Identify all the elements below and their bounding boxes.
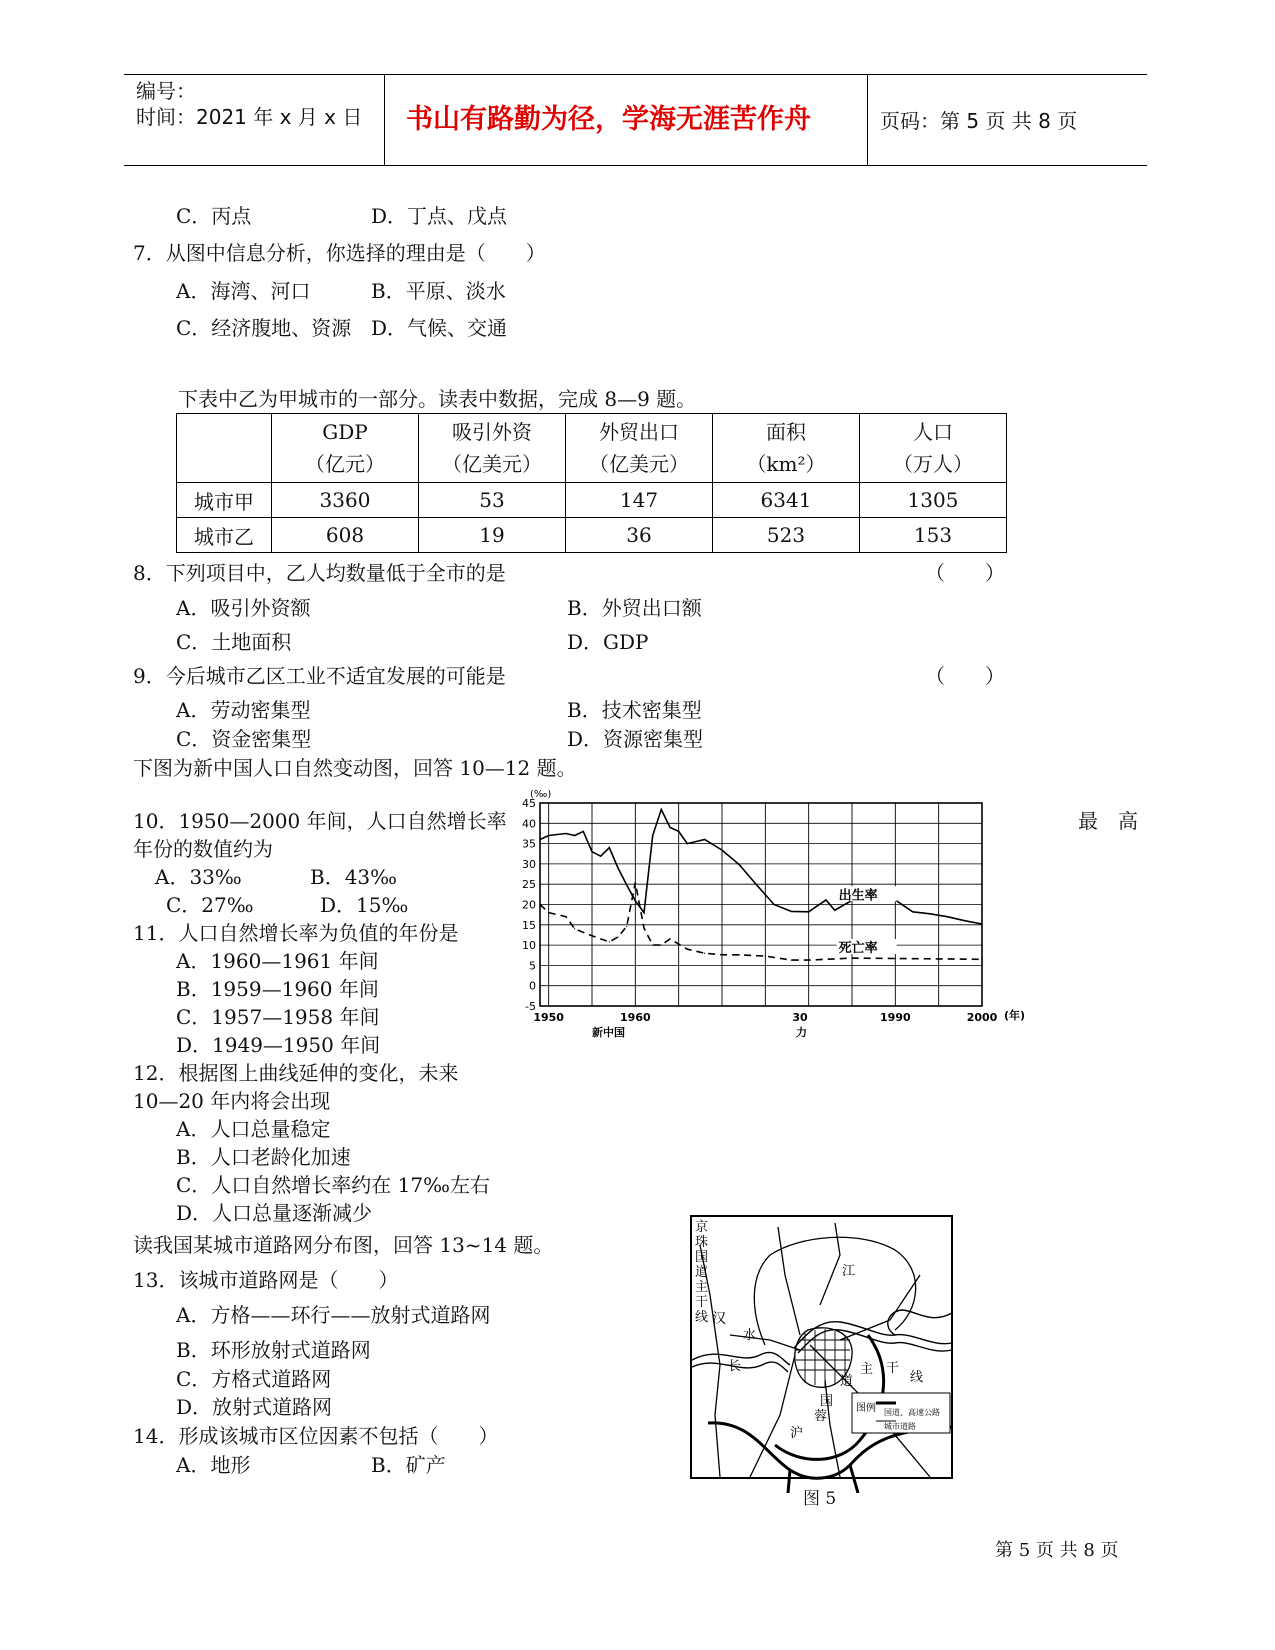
chart-ytick-label: 25 [522, 878, 536, 892]
q13-stem: 13．该城市道路网是（ ） [133, 1268, 399, 1292]
chart-xlabel: (年) [1004, 1009, 1026, 1022]
death-rate-point [635, 882, 636, 883]
q14-stem: 14．形成该城市区位因素不包括（ ） [133, 1424, 499, 1448]
death-rate-point [981, 959, 982, 960]
q11-option-c: C．1957—1958 年间 [176, 1005, 380, 1029]
q10-option-d: D．15‰ [320, 893, 409, 917]
chart-xtick-label: 1960 [620, 1011, 651, 1024]
birth-rate-point [643, 912, 644, 913]
death-rate-point [539, 904, 540, 905]
q10-stem-line1: 10．1950—2000 年间，人口自然增长率 [133, 809, 507, 833]
header-divider-right [867, 74, 868, 166]
q9-option-d: D．资源密集型 [567, 727, 704, 751]
header-time-label: 时间：2021 年 x 月 x 日 [136, 105, 363, 129]
chart-ytick-label: 30 [522, 857, 536, 871]
q10-option-b: B．43‰ [310, 865, 397, 889]
death-rate-point [851, 957, 852, 958]
death-rate-line [540, 883, 982, 961]
header-bottom-rule [124, 165, 1147, 166]
death-rate-point [609, 941, 610, 942]
q14-option-b: B．矿产 [371, 1453, 446, 1477]
table-corner-cell [177, 414, 272, 483]
q9-option-b: B．技术密集型 [567, 698, 702, 722]
map-vertical-label-char: 京 [695, 1220, 709, 1235]
table-row-label: 城市甲 [177, 483, 272, 518]
chart-ytick-label: 35 [522, 837, 536, 851]
chart-ytick-label: 40 [522, 817, 536, 831]
birth-rate-point [808, 911, 809, 912]
death-rate-point [661, 945, 662, 946]
birth-rate-point [669, 827, 670, 828]
death-rate-label: 死亡率 [838, 941, 878, 957]
death-rate-point [669, 938, 670, 939]
birth-rate-point [739, 864, 740, 865]
q8-bracket: （ ） [925, 561, 1005, 585]
header-divider-left [384, 74, 385, 166]
birth-rate-point [947, 916, 948, 917]
chart-xtick-label: 1950 [533, 1011, 564, 1024]
birth-rate-point [773, 904, 774, 905]
chart-ytick-label: 45 [522, 797, 536, 810]
birth-rate-point [609, 847, 610, 848]
q7-option-d: D．气候、交通 [371, 316, 508, 340]
table-intro: 下表中乙为甲城市的一部分。读表中数据，完成 8—9 题。 [178, 387, 697, 411]
q12-option-a: A．人口总量稳定 [176, 1117, 331, 1141]
q8-option-d: D．GDP [567, 630, 649, 654]
header-motto: 书山有路勤为径，学海无涯苦作舟 [406, 104, 811, 135]
chart-xtick-label: 1990 [880, 1011, 911, 1024]
map-label-hu: 沪 [790, 1426, 804, 1441]
q10-stem-line2: 年份的数值约为 [133, 837, 273, 861]
q10-option-a: A．33‰ [155, 865, 242, 889]
table-cell: 6341 [713, 483, 860, 518]
birth-rate-point [626, 884, 627, 885]
birth-rate-point [652, 835, 653, 836]
map-intro: 读我国某城市道路网分布图，回答 13~14 题。 [133, 1233, 554, 1257]
birth-rate-point [825, 899, 826, 900]
header-number-label: 编号： [136, 79, 196, 103]
map-label-han: 汉 [712, 1311, 726, 1327]
birth-rate-point [981, 923, 982, 924]
map-label-shui: 水 [743, 1328, 757, 1343]
table-cell: 608 [272, 518, 419, 553]
chart-bottom-caption-2: 力 [796, 1026, 807, 1039]
chart-ytick-label: 20 [522, 898, 536, 912]
birth-rate-point [583, 831, 584, 832]
birth-rate-point [600, 856, 601, 857]
death-rate-point [574, 928, 575, 929]
q8-option-b: B．外贸出口额 [567, 596, 702, 620]
birth-rate-point [635, 900, 636, 901]
chart-ytick-label: 15 [522, 918, 536, 932]
q12-stem-line2: 10—20 年内将会出现 [133, 1089, 331, 1113]
header-top-rule [124, 74, 1147, 75]
legend-item-highway: 国道、高速公路 [884, 1408, 940, 1417]
chart-ytick-label: 5 [529, 959, 536, 973]
header-page-label: 页码：第 5 页 共 8 页 [880, 109, 1078, 133]
q13-option-d: D．放射式道路网 [176, 1395, 333, 1419]
chart-xtick-label: 2000 [966, 1011, 998, 1024]
table-header-export: 外贸出口 （亿美元） [566, 414, 713, 483]
birth-rate-point [574, 835, 575, 836]
data-table [176, 413, 1007, 553]
map-label-gan: 干 [886, 1361, 900, 1376]
map-vertical-label-char: 线 [695, 1310, 709, 1325]
table-row [177, 518, 1007, 553]
chart-xtick-label: 30 [792, 1011, 808, 1024]
q7-option-c: C．经济腹地、资源 [176, 316, 352, 340]
map-label-rong: 蓉 [814, 1409, 828, 1424]
q7-option-b: B．平原、淡水 [371, 279, 506, 303]
table-cell: 36 [566, 518, 713, 553]
map-label-dao: 道 [840, 1374, 854, 1389]
death-rate-point [721, 954, 722, 955]
q8-option-a: A．吸引外资额 [176, 596, 311, 620]
table-cell: 1305 [860, 483, 1007, 518]
q14-option-a: A．地形 [176, 1453, 251, 1477]
death-rate-point [643, 927, 644, 928]
q6-option-d: D．丁点、戊点 [371, 204, 508, 228]
q12-stem-line1: 12．根据图上曲线延伸的变化，未来 [133, 1061, 459, 1085]
q10-option-c: C．27‰ [166, 893, 254, 917]
birth-rate-label: 出生率 [838, 888, 878, 904]
q11-option-b: B．1959—1960 年间 [176, 977, 379, 1001]
birth-rate-point [704, 839, 705, 840]
table-header-area: 面积 （km²） [713, 414, 860, 483]
birth-rate-point [617, 867, 618, 868]
chart-ylabel: (‰) [530, 790, 552, 800]
birth-rate-point [834, 910, 835, 911]
q13-option-a: A．方格——环行——放射式道路网 [176, 1303, 491, 1327]
map-vertical-route-label [695, 1219, 708, 1325]
q10-stem-tail: 最 高 [1078, 809, 1138, 833]
table-header-foreign-investment: 吸引外资 （亿美元） [419, 414, 566, 483]
birth-rate-point [678, 831, 679, 832]
q9-stem: 9．今后城市乙区工业不适宜发展的可能是 [133, 664, 506, 688]
death-rate-point [739, 954, 740, 955]
map-legend [852, 1393, 950, 1433]
death-rate-point [626, 926, 627, 927]
q11-stem: 11．人口自然增长率为负值的年份是 [133, 921, 459, 945]
table-cell: 523 [713, 518, 860, 553]
birth-rate-point [687, 843, 688, 844]
q13-option-c: C．方格式道路网 [176, 1367, 332, 1391]
chart-bottom-caption: 新中国 [592, 1026, 625, 1039]
birth-rate-point [721, 849, 722, 850]
birth-rate-point [791, 911, 792, 912]
q9-option-c: C．资金密集型 [176, 727, 312, 751]
table-row-label: 城市乙 [177, 518, 272, 553]
q6-option-c: C．丙点 [176, 204, 252, 228]
map-label-chang: 长 [728, 1359, 742, 1374]
city-road-map [690, 1215, 954, 1493]
map-label-zhu: 主 [860, 1362, 874, 1377]
death-rate-point [565, 916, 566, 917]
q11-option-d: D．1949—1950 年间 [176, 1033, 381, 1057]
chart-ytick-label: 10 [522, 939, 536, 953]
table-header-gdp: GDP （亿元） [272, 414, 419, 483]
death-rate-point [652, 945, 653, 946]
map-frame [691, 1216, 952, 1478]
birth-rate-point [539, 839, 540, 840]
map-caption: 图 5 [803, 1489, 837, 1509]
death-rate-point [791, 960, 792, 961]
table-cell: 19 [419, 518, 566, 553]
map-vertical-label-char: 道 [695, 1265, 709, 1280]
q12-option-d: D．人口总量逐渐减少 [176, 1201, 373, 1225]
death-rate-point [938, 958, 939, 959]
death-rate-point [617, 936, 618, 937]
map-vertical-label-char: 珠 [695, 1235, 709, 1250]
death-rate-point [808, 960, 809, 961]
chart-intro: 下图为新中国人口自然变动图，回答 10—12 题。 [133, 756, 577, 780]
chart-ytick-label: 0 [529, 979, 536, 993]
population-change-chart [520, 790, 1060, 1060]
death-rate-point [591, 935, 592, 936]
birth-rate-point [591, 851, 592, 852]
chart-ytick-label: -5 [525, 1000, 536, 1013]
map-vertical-label-char: 国 [695, 1250, 709, 1265]
q7-option-a: A．海湾、河口 [176, 279, 311, 303]
birth-rate-point [548, 835, 549, 836]
q11-option-a: A．1960—1961 年间 [176, 949, 379, 973]
table-cell: 3360 [272, 483, 419, 518]
map-label-xian: 线 [910, 1370, 924, 1385]
birth-rate-point [912, 911, 913, 912]
map-label-jiang: 江 [842, 1264, 856, 1279]
birth-rate-line [540, 810, 982, 925]
q12-option-c: C．人口自然增长率约在 17‰左右 [176, 1173, 490, 1197]
birth-rate-point [964, 920, 965, 921]
table-cell: 153 [860, 518, 1007, 553]
q9-bracket: （ ） [925, 664, 1005, 688]
birth-rate-point [565, 833, 566, 834]
death-rate-point [704, 953, 705, 954]
q8-stem: 8．下列项目中，乙人均数量低于全市的是 [133, 561, 506, 585]
map-vertical-label-char: 主 [695, 1280, 709, 1295]
death-rate-point [765, 955, 766, 956]
q8-option-c: C．土地面积 [176, 630, 292, 654]
legend-item-city-road: 城市道路 [884, 1422, 916, 1431]
table-cell: 147 [566, 483, 713, 518]
page-footer: 第 5 页 共 8 页 [995, 1540, 1119, 1561]
birth-rate-point [756, 884, 757, 885]
legend-title: 图例 [856, 1403, 876, 1414]
map-vertical-label-char: 干 [695, 1295, 709, 1310]
q7-stem: 7．从图中信息分析，你选择的理由是（ ） [133, 241, 546, 265]
q13-option-b: B．环形放射式道路网 [176, 1338, 371, 1362]
death-rate-point [895, 958, 896, 959]
birth-rate-point [661, 809, 662, 810]
table-row [177, 483, 1007, 518]
death-rate-point [687, 949, 688, 950]
q12-option-b: B．人口老龄化加速 [176, 1145, 351, 1169]
birth-rate-point [929, 913, 930, 914]
map-label-guo: 国 [820, 1394, 834, 1409]
table-header-population: 人口 （万人） [860, 414, 1007, 483]
table-cell: 53 [419, 483, 566, 518]
q9-option-a: A．劳动密集型 [176, 698, 311, 722]
death-rate-point [548, 912, 549, 913]
